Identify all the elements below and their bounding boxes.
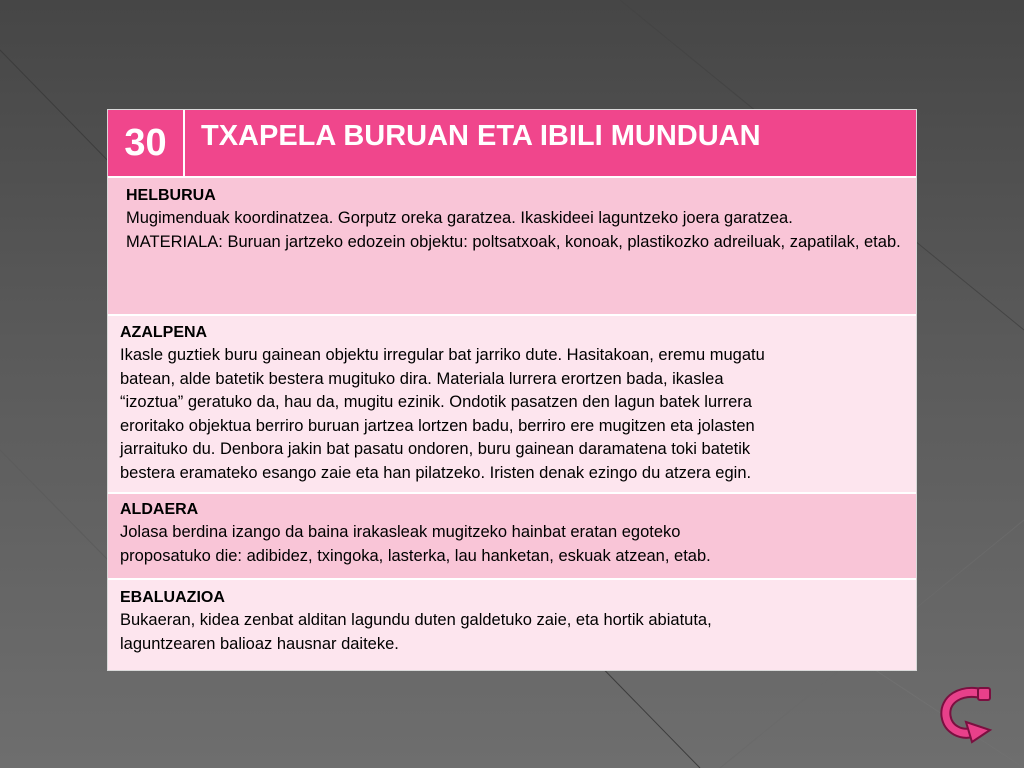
text-line: eroritako objektua berriro buruan jartzea lortzen badu, berriro ere mugitzen eta jolasten [120, 416, 755, 435]
text-line: laguntzearen balioaz hausnar daiteke. [120, 634, 399, 653]
text-line: Ikasle guztiek buru gainean objektu irregular bat jarriko dute. Hasitakoan, eremu mugatu [120, 346, 765, 364]
section-ebaluazioa [108, 578, 916, 670]
section-helburua [108, 176, 916, 314]
section-heading: HELBURUA [126, 187, 216, 204]
text-line: proposatuko die: adibidez, txingoka, lasterka, lau hanketan, eskuak atzean, etab. [120, 546, 711, 565]
text-line: “izoztua” geratuko da, hau da, mugitu ezinik. Ondotik pasatzen den lagun batek lurrera [120, 393, 752, 411]
text-line: batean, alde batetik bestera mugituko dira. Materiala lurrera erortzen bada, ikaslea [120, 369, 724, 388]
section-aldaera [108, 492, 916, 578]
text-line: Jolasa berdina izango da baina irakasleak mugitzeko hainbat eratan egoteko [120, 523, 681, 541]
card-header [108, 110, 916, 176]
materials-text: MATERIALA: Buruan jartzeko edozein objektu: poltsatxoak, konoak, plastikozko adreiluak, zapatilak, etab. [126, 232, 901, 251]
section-azalpena [108, 314, 916, 492]
activity-card [108, 110, 916, 670]
text-line: bestera eramateko esango zaie eta han pilatzeko. Iristen denak ezingo du atzera egin. [120, 463, 752, 482]
section-text: Mugimenduak koordinatzea. Gorputz oreka garatzea. Ikaskideei laguntzeko joera garatzea. [126, 209, 793, 227]
card-number: 30 [108, 110, 185, 176]
section-heading: ALDAERA [120, 501, 199, 518]
text-line: Bukaeran, kidea zenbat alditan lagundu duten galdetuko zaie, eta hortik abiatuta, [120, 611, 712, 629]
section-heading: AZALPENA [120, 324, 208, 341]
card-title: TXAPELA BURUAN ETA IBILI MUNDUAN [185, 110, 916, 176]
return-arrow-icon[interactable] [940, 686, 996, 744]
section-heading: EBALUAZIOA [120, 589, 225, 606]
text-line: jarraituko du. Denbora jakin bat pasatu ondoren, buru gainean daramatena toki batetik [120, 440, 751, 458]
